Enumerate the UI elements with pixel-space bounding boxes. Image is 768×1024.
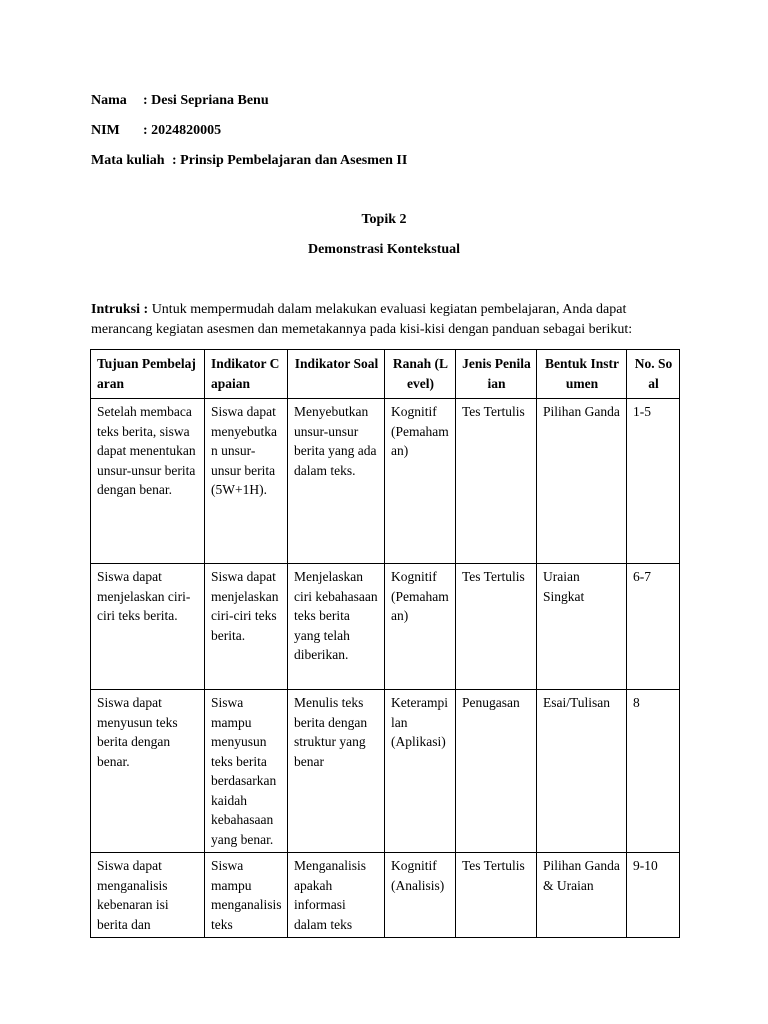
nim-row — [91, 123, 222, 139]
cell-indikator-capaian: Siswa dapat menjelaskan ciri-ciri teks berita. — [205, 564, 288, 690]
cell-jenis-penilaian: Tes Tertulis — [456, 399, 537, 564]
cell-ranah: Kognitif (Analisis) — [385, 853, 456, 938]
assessment-grid-table — [90, 349, 680, 938]
cell-jenis-penilaian: Tes Tertulis — [456, 564, 537, 690]
cell-indikator-capaian: Siswa mampu menyusun teks berita berdasarkan kaidah kebahasaan yang benar. — [205, 690, 288, 853]
nim-label: NIM — [91, 123, 120, 138]
instruction-paragraph — [91, 300, 681, 340]
table-header-row — [91, 350, 680, 399]
header-no-soal: No. Soal — [627, 350, 680, 399]
cell-jenis-penilaian: Tes Tertulis — [456, 853, 537, 938]
name-row — [91, 93, 269, 109]
instruction-text: Untuk mempermudah dalam melakukan evaluasi kegiatan pembelajaran, Anda dapat merancang kegiatan asesmen dan memetakannya pada kisi-kisi dengan panduan sebagai berikut: — [91, 302, 633, 337]
cell-ranah: Kognitif (Pemahaman) — [385, 564, 456, 690]
cell-bentuk-instrumen: Esai/Tulisan — [537, 690, 627, 853]
document-subtitle: Demonstrasi Kontekstual — [307, 242, 461, 257]
cell-indikator-capaian: Siswa dapat menyebutkan unsur-unsur berita (5W+1H). — [205, 399, 288, 564]
cell-indikator-soal: Menjelaskan ciri kebahasaan teks berita yang telah diberikan. — [288, 564, 385, 690]
header-tujuan-pembelajaran: Tujuan Pembelajaran — [91, 350, 205, 399]
table-row — [91, 399, 680, 564]
course-value: : Prinsip Pembelajaran dan Asesmen II — [172, 153, 408, 168]
nim-value: : 2024820005 — [143, 123, 222, 138]
header-indikator-soal: Indikator Soal — [288, 350, 385, 399]
cell-no-soal: 8 — [627, 690, 680, 853]
cell-no-soal: 6-7 — [627, 564, 680, 690]
cell-no-soal: 9-10 — [627, 853, 680, 938]
cell-tujuan: Setelah membaca teks berita, siswa dapat menentukan unsur-unsur berita dengan benar. — [91, 399, 205, 564]
course-row — [91, 153, 407, 169]
name-label: Nama — [91, 93, 127, 108]
cell-indikator-soal: Menulis teks berita dengan struktur yang benar — [288, 690, 385, 853]
header-jenis-penilaian: Jenis Penilaian — [456, 350, 537, 399]
header-indikator-capaian: Indikator Capaian — [205, 350, 288, 399]
header-bentuk-instrumen: Bentuk Instrumen — [537, 350, 627, 399]
course-label: Mata kuliah — [91, 153, 165, 168]
cell-ranah: Kognitif (Pemahaman) — [385, 399, 456, 564]
name-value: : Desi Sepriana Benu — [143, 93, 269, 108]
header-ranah-level: Ranah (Level) — [385, 350, 456, 399]
cell-bentuk-instrumen: Pilihan Ganda & Uraian — [537, 853, 627, 938]
cell-no-soal: 1-5 — [627, 399, 680, 564]
cell-tujuan: Siswa dapat menganalisis kebenaran isi berita dan — [91, 853, 205, 938]
instruction-label: Intruksi : — [91, 302, 149, 317]
topic-title: Topik 2 — [361, 212, 407, 227]
table-row — [91, 564, 680, 690]
cell-indikator-capaian: Siswa mampu menganalisis teks — [205, 853, 288, 938]
cell-tujuan: Siswa dapat menjelaskan ciri-ciri teks berita. — [91, 564, 205, 690]
cell-jenis-penilaian: Penugasan — [456, 690, 537, 853]
cell-tujuan: Siswa dapat menyusun teks berita dengan benar. — [91, 690, 205, 853]
table-row — [91, 690, 680, 853]
cell-indikator-soal: Menyebutkan unsur-unsur berita yang ada dalam teks. — [288, 399, 385, 564]
table-row — [91, 853, 680, 938]
cell-ranah: Keterampilan (Aplikasi) — [385, 690, 456, 853]
cell-indikator-soal: Menganalisis apakah informasi dalam teks — [288, 853, 385, 938]
cell-bentuk-instrumen: Pilihan Ganda — [537, 399, 627, 564]
cell-bentuk-instrumen: Uraian Singkat — [537, 564, 627, 690]
